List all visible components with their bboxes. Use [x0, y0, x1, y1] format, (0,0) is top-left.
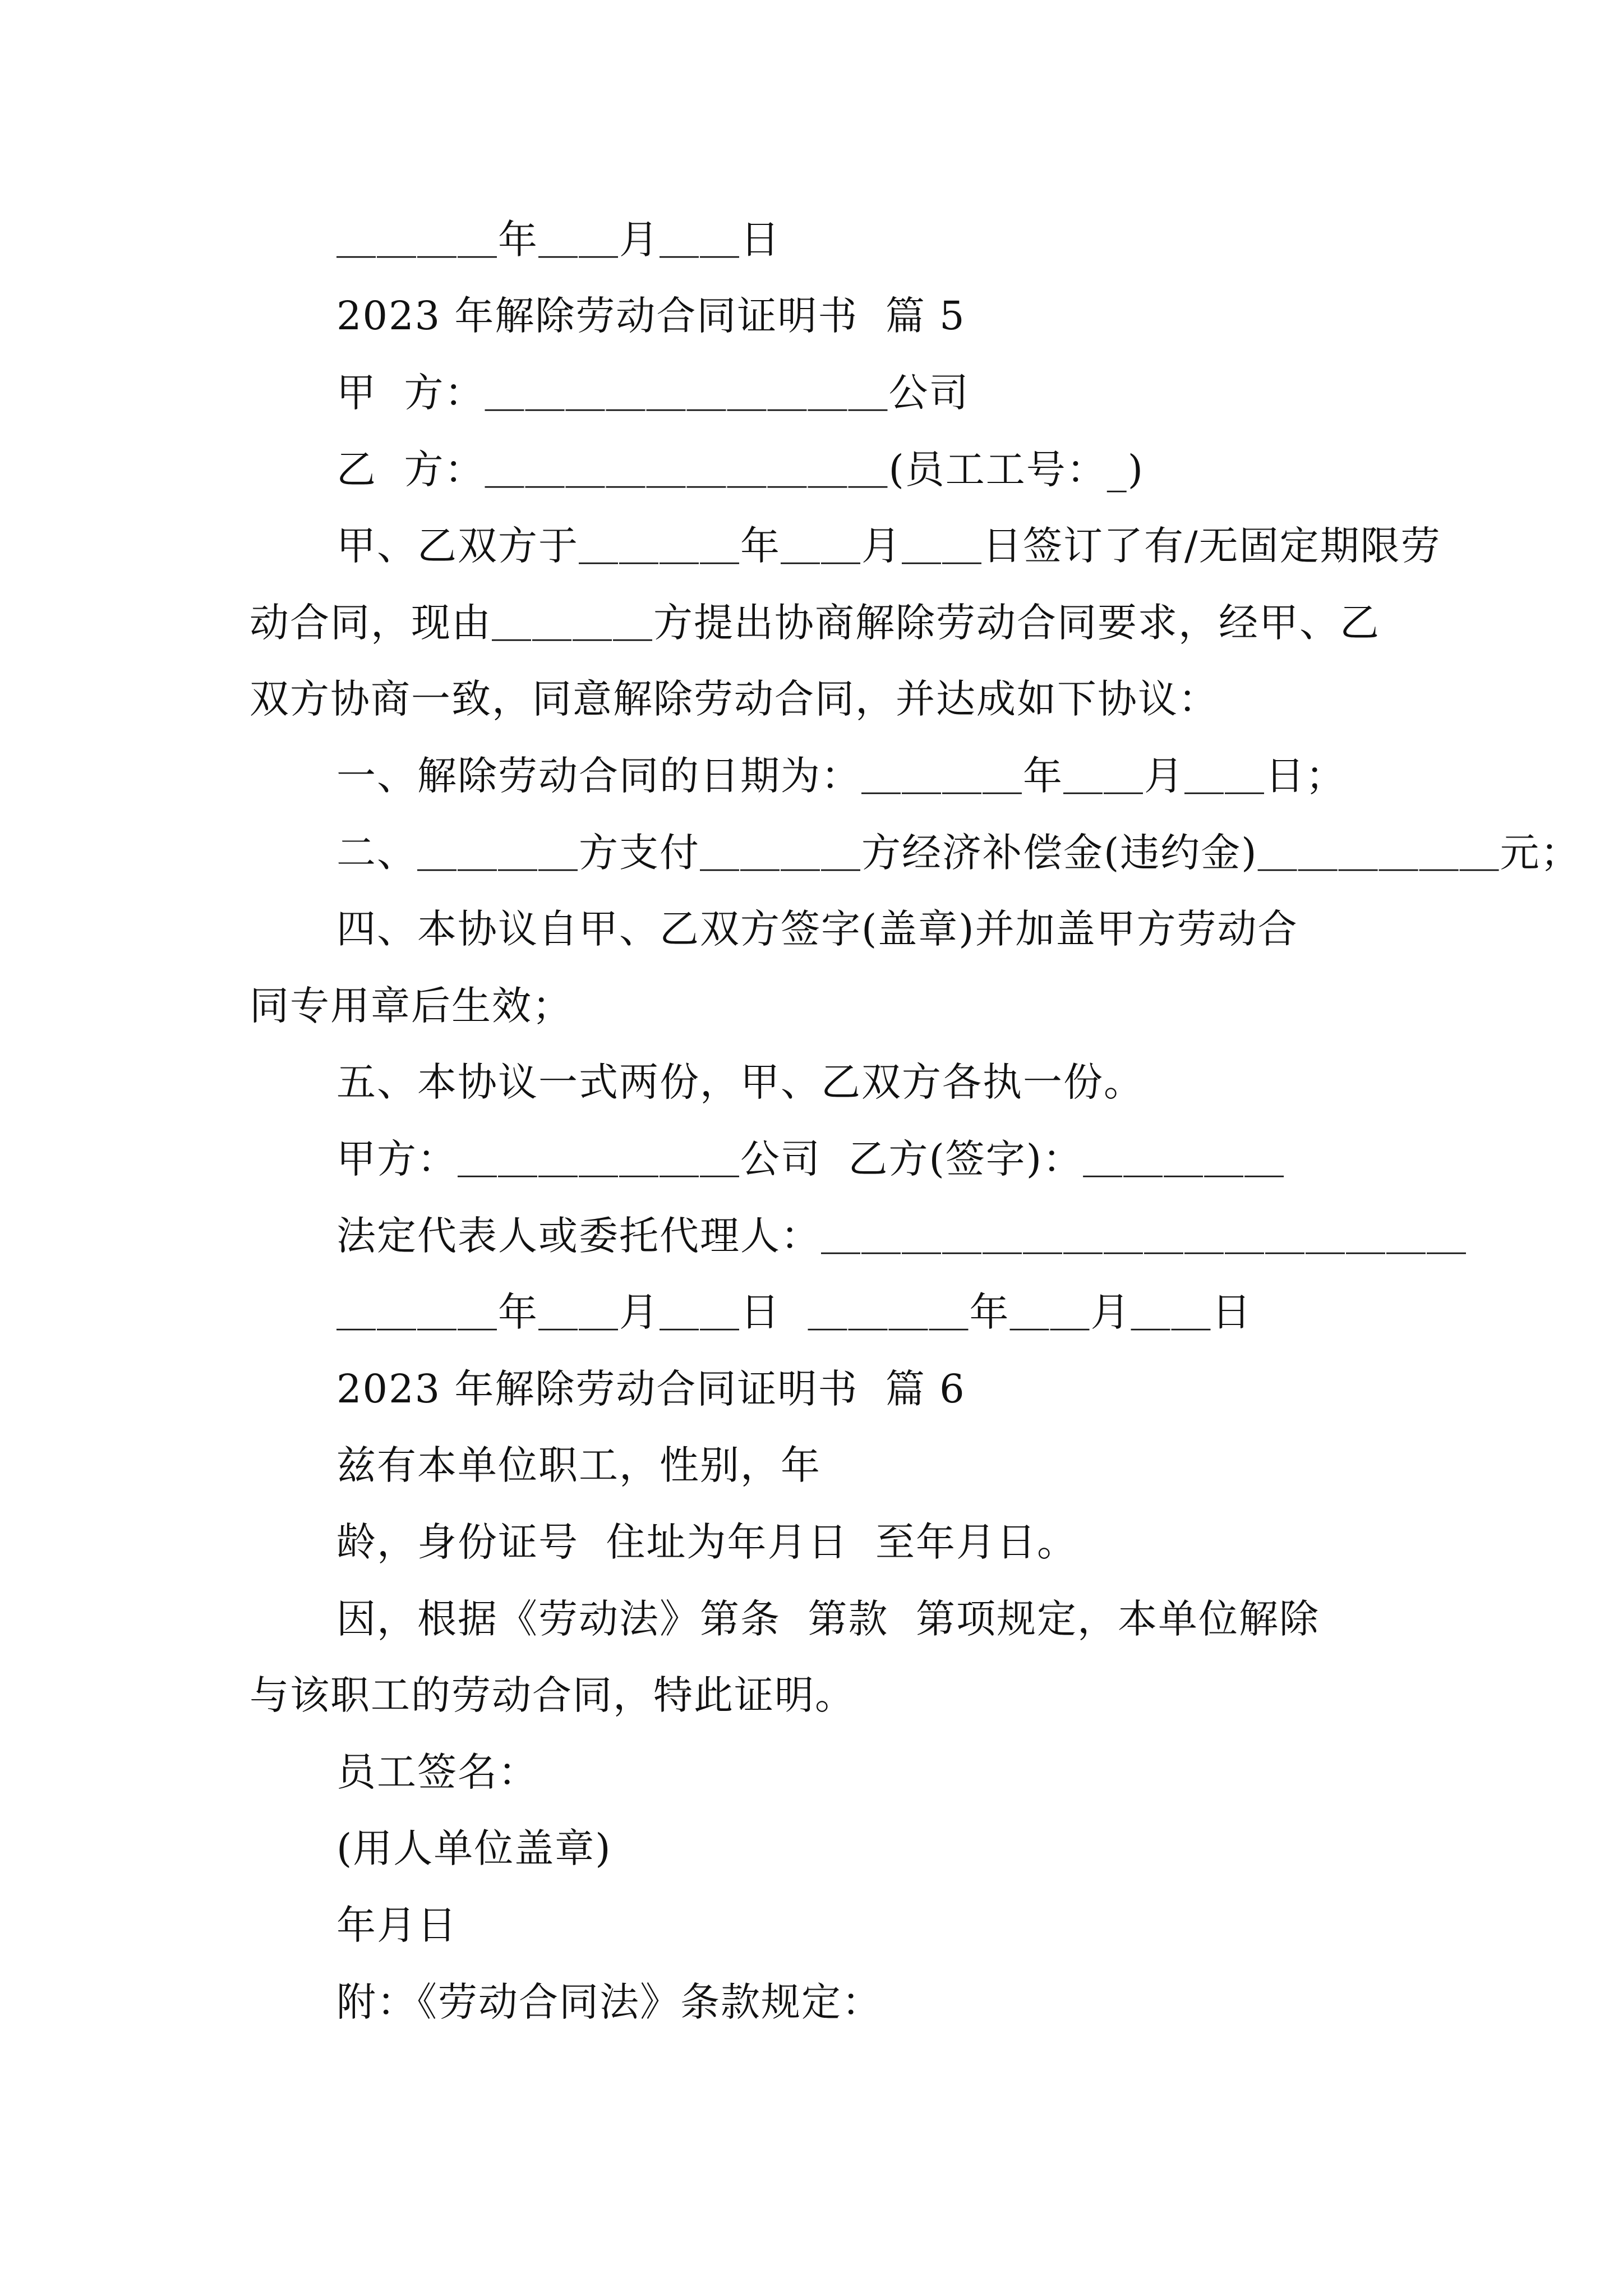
appendix-line: 附：《劳动合同法》条款规定： [336, 1979, 882, 2025]
employee-signature-line: 员工签名： [336, 1749, 538, 1795]
signature-parties-line: 甲方：＿＿＿＿＿＿＿公司 乙方(签字)：＿＿＿＿＿ [336, 1136, 1285, 1182]
representative-line: 法定代表人或委托代理人：＿＿＿＿＿＿＿＿＿＿＿＿＿＿＿＿ [336, 1213, 1467, 1259]
paragraph-line: 动合同，现由＿＿＿＿方提出协商解除劳动合同要求，经甲、乙 [250, 600, 1380, 646]
clause-4-continued: 同专用章后生效； [250, 983, 573, 1029]
paragraph-line: 龄，身份证号 住址为年月日 至年月日。 [336, 1519, 1078, 1565]
paragraph-line: 与该职工的劳动合同，特此证明。 [250, 1672, 855, 1718]
party-a-line: 甲 方：＿＿＿＿＿＿＿＿＿＿公司 [336, 370, 970, 416]
signature-date-line: ＿＿＿＿年＿＿月＿＿日 ＿＿＿＿年＿＿月＿＿日 [336, 1289, 1252, 1335]
paragraph-line: 因，根据《劳动法》第条 第款 第项规定，本单位解除 [336, 1596, 1320, 1642]
clause-2: 二、＿＿＿＿方支付＿＿＿＿方经济补偿金(违约金)＿＿＿＿＿＿元； [336, 830, 1581, 876]
section-heading-5: 2023 年解除劳动合同证明书 篇 5 [336, 293, 966, 339]
paragraph-line: 甲、乙双方于＿＿＿＿年＿＿月＿＿日签订了有/无固定期限劳 [336, 523, 1441, 569]
date-line: 年月日 [336, 1902, 458, 1948]
party-b-line: 乙 方：＿＿＿＿＿＿＿＿＿＿(员工工号：_) [336, 447, 1145, 493]
date-line: ＿＿＿＿年＿＿月＿＿日 [336, 217, 781, 263]
paragraph-line: 兹有本单位职工，性别，年 [336, 1442, 821, 1488]
section-heading-6: 2023 年解除劳动合同证明书 篇 6 [336, 1366, 966, 1412]
clause-5: 五、本协议一式两份，甲、乙双方各执一份。 [336, 1059, 1144, 1105]
clause-1: 一、解除劳动合同的日期为：＿＿＿＿年＿＿月＿＿日； [336, 753, 1346, 799]
employer-seal-line: (用人单位盖章) [336, 1825, 612, 1871]
paragraph-line: 双方协商一致，同意解除劳动合同，并达成如下协议： [250, 676, 1219, 722]
clause-4: 四、本协议自甲、乙双方签字(盖章)并加盖甲方劳动合 [336, 906, 1298, 952]
